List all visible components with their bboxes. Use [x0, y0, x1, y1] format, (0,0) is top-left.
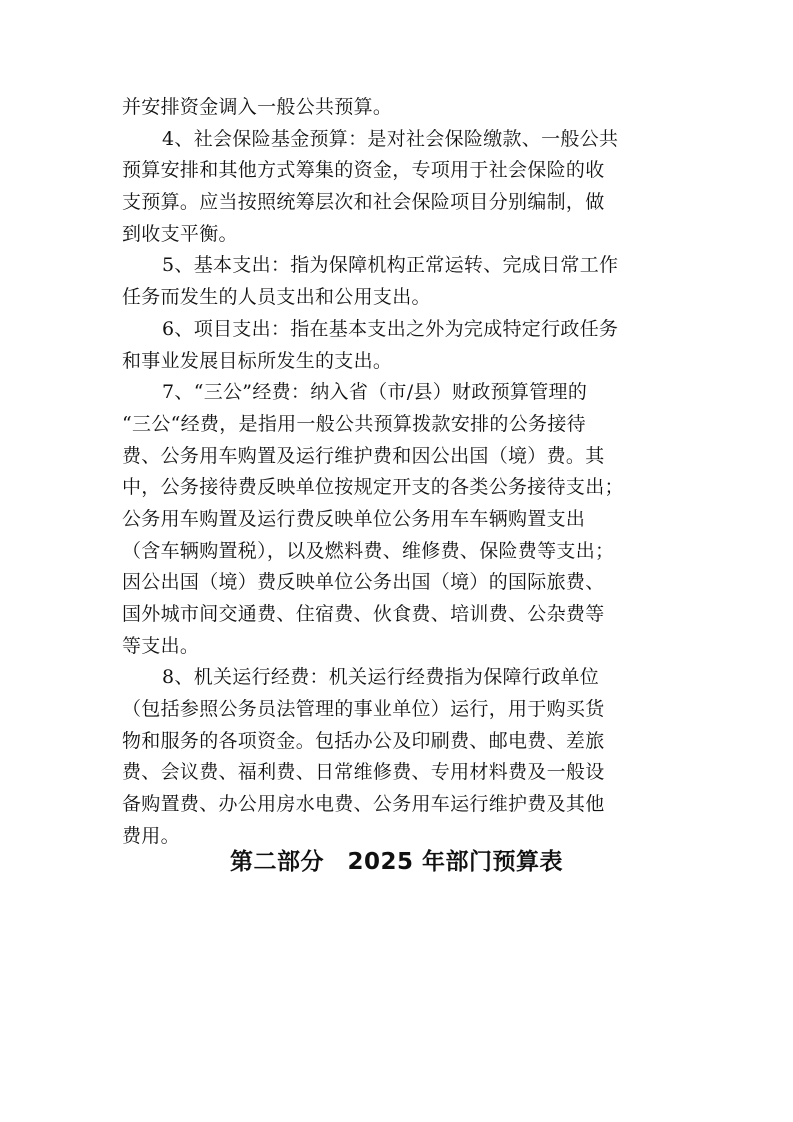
text-line: 和事业发展目标所发生的支出。: [122, 349, 393, 372]
text-line: （含车辆购置税），以及燃料费、维修费、保险费等支出；: [122, 539, 615, 562]
text-line: 任务而发生的人员支出和公用支出。: [122, 286, 431, 309]
text-line: 物和服务的各项资金。包括办公及印刷费、邮电费、差旅: [122, 729, 605, 752]
text-line: 到收支平衡。: [122, 222, 238, 245]
text-line: 5、基本支出：指为保障机构正常运转、完成日常工作: [162, 254, 619, 277]
text-line: 国外城市间交通费、住宿费、伙食费、培训费、公杂费等: [122, 603, 605, 625]
text-line: “三公“经费，是指用一般公共预算拨款安排的公务接待: [122, 412, 586, 435]
text-line: （包括参照公务员法管理的事业单位）运行，用于购买货: [122, 698, 605, 721]
text-line: 费、公务用车购置及运行维护费和因公出国（境）费。其: [122, 444, 605, 467]
text-line: 费用。: [122, 824, 180, 847]
text-line: 费、会议费、福利费、日常维修费、专用材料费及一般设: [122, 761, 605, 784]
text-line: 等支出。: [122, 634, 200, 657]
text-line: 4、社会保险基金预算：是对社会保险缴款、一般公共: [162, 127, 619, 150]
section-title: 第二部分 2025 年部门预算表: [229, 849, 564, 875]
text-line: 8、机关运行经费：机关运行经费指为保障行政单位: [162, 666, 599, 689]
text-line: 并安排资金调入一般公共预算。: [122, 96, 393, 118]
text-line: 6、项目支出：指在基本支出之外为完成特定行政任务: [162, 317, 619, 340]
text-line: 7、“三公”经费：纳入省（市/县）财政预算管理的: [162, 381, 588, 404]
text-line: 中，公务接待费反映单位按规定开支的各类公务接待支出；: [122, 476, 624, 499]
text-line: 公务用车购置及运行费反映单位公务用车车辆购置支出: [122, 507, 586, 530]
text-line: 备购置费、办公用房水电费、公务用车运行维护费及其他: [122, 793, 605, 816]
body-text: [122, 92, 677, 853]
text-line: 预算安排和其他方式筹集的资金，专项用于社会保险的收: [122, 159, 605, 182]
text-line: 支预算。应当按照统筹层次和社会保险项目分别编制，做: [122, 191, 605, 214]
text-line: 因公出国（境）费反映单位公务出国（境）的国际旅费、: [122, 571, 605, 594]
